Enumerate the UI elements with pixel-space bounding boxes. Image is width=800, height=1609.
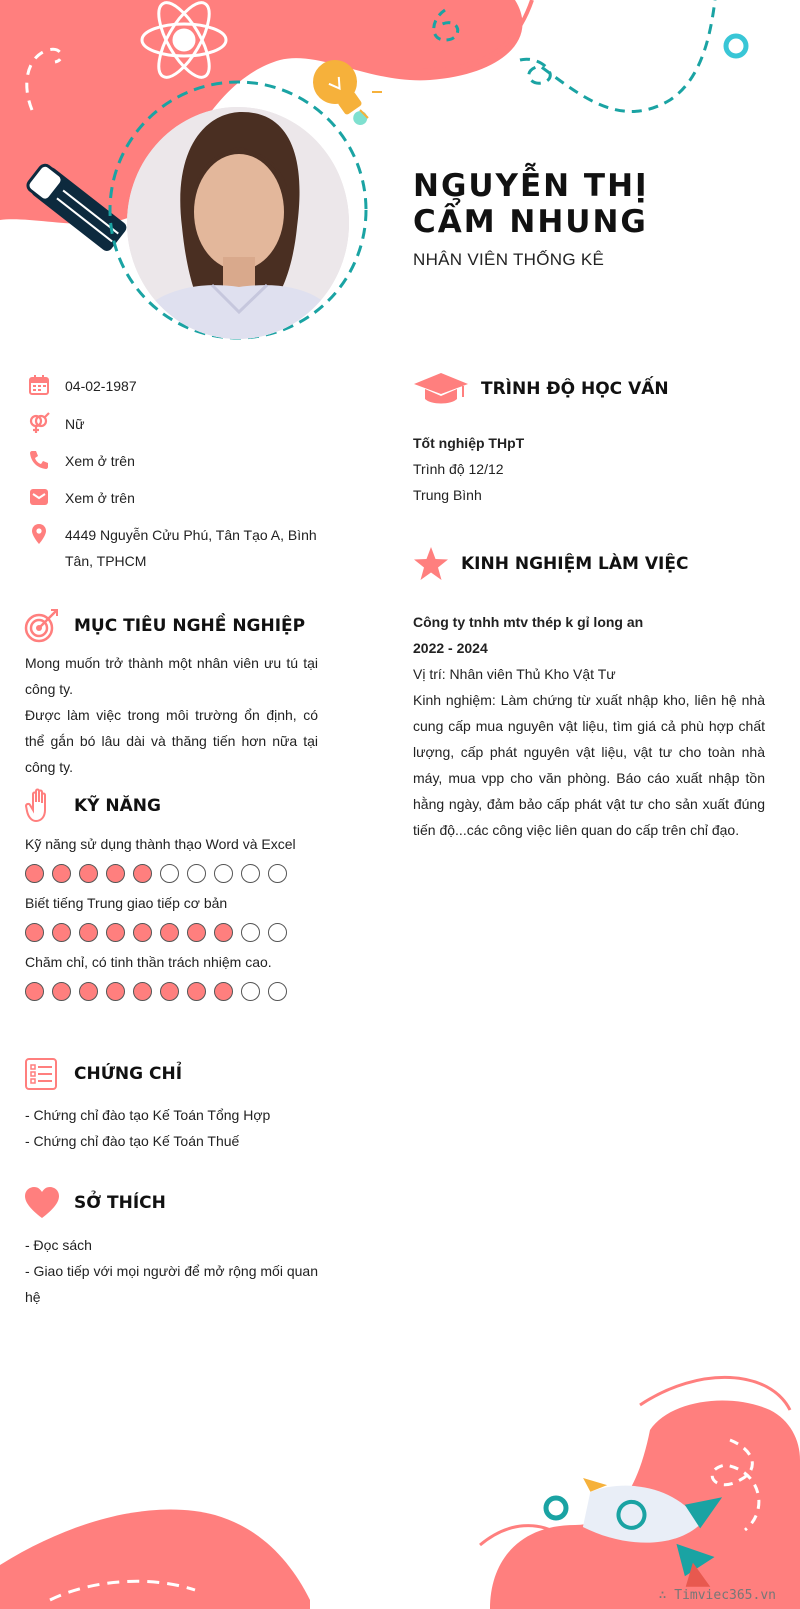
skill-dot-filled [187,982,206,1001]
phone-icon [28,449,50,471]
skill-dot-filled [133,923,152,942]
calendar-icon [28,374,50,396]
contact-phone [28,448,320,474]
experience-heading [413,546,688,582]
hobbies-title: SỞ THÍCH [74,1193,166,1213]
skills-title: KỸ NĂNG [74,796,161,816]
hobby-item: - Giao tiếp với mọi người để mở rộng mối quan hệ [25,1263,318,1305]
profile-photo [127,107,349,339]
job-title: NHÂN VIÊN THỐNG KÊ [413,250,605,269]
heart-icon [24,1186,60,1220]
skills-list [25,836,325,1001]
certificate-item: - Chứng chỉ đào tạo Kế Toán Tổng Hợp [25,1107,271,1123]
skill-name: Biết tiếng Trung giao tiếp cơ bản [25,895,228,911]
skill-dot-empty [268,982,287,1001]
skill-dot-filled [25,923,44,942]
skill-dot-empty [241,864,260,883]
skill-dot-empty [241,982,260,1001]
skill-dot-empty [268,923,287,942]
skill-dot-filled [106,923,125,942]
skills-heading [24,788,161,824]
skill-dot-empty [160,864,179,883]
email-value: Xem ở trên [65,490,135,506]
address-value: 4449 Nguyễn Cửu Phú, Tân Tạo A, Bình Tân, TPHCM [65,527,317,569]
skill-level-rating [25,982,325,1001]
hand-icon [24,788,60,824]
gender-icon [28,412,50,434]
skill-level-rating [25,864,325,883]
certificate-item: - Chứng chỉ đào tạo Kế Toán Thuế [25,1133,240,1149]
skill-dot-filled [214,982,233,1001]
graduation-cap-icon [413,372,469,406]
skill-item [25,895,325,942]
checklist-icon [24,1057,58,1091]
skill-name: Kỹ năng sử dụng thành thạo Word và Excel [25,836,296,852]
skill-dot-filled [160,923,179,942]
skill-dot-filled [52,982,71,1001]
education-school: Tốt nghiệp THpT [413,435,525,451]
skill-name: Chăm chỉ, có tinh thần trách nhiệm cao. [25,954,272,970]
skill-dot-empty [268,864,287,883]
certificates-list [25,1102,318,1154]
contact-address [28,522,320,574]
education-degree: Trình độ 12/12 [413,461,504,477]
education-heading [413,372,669,406]
experience-period: 2022 - 2024 [413,640,488,656]
skill-dot-empty [241,923,260,942]
watermark: ∴ Timviec365.vn [658,1588,776,1603]
target-icon [24,608,60,644]
gender-value: Nữ [65,416,85,432]
skill-dot-filled [106,982,125,1001]
phone-value: Xem ở trên [65,453,135,469]
experience-description: Kinh nghiệm: Làm chứng từ xuất nhập kho, liên hệ nhà cung cấp mua nguyên vật liệu, tìm giá cả phù hợp chất lượng, cấp phát nguyên vật liệu, vật tư cho toàn nhà máy, mua vpp cho văn phòng. Báo cáo xuất nhập tồn hằng ngày, đảm bảo cấp phát vật tư cho sản xuất đúng tiến độ...các công việc liên quan do cấp trên chỉ đạo. [413,692,765,838]
skill-dot-filled [25,864,44,883]
skill-dot-filled [79,923,98,942]
education-details [413,430,763,508]
experience-company: Công ty tnhh mtv thép k gỉ long an [413,614,644,630]
certificates-title: CHỨNG CHỈ [74,1064,183,1084]
skill-item [25,836,325,883]
location-pin-icon [28,523,50,545]
skill-dot-filled [160,982,179,1001]
experience-details [413,609,765,843]
contact-birthday [28,373,320,399]
skill-dot-filled [79,982,98,1001]
skill-dot-empty [214,864,233,883]
hobbies-list [25,1232,318,1310]
star-icon [413,546,449,582]
candidate-name [413,168,649,240]
contact-email [28,485,320,511]
hobby-item: - Đọc sách [25,1237,92,1253]
objective-line-2: Được làm việc trong môi trường ổn định, có thể gắn bó lâu dài và thăng tiến hơn nữa tại công ty. [25,707,318,775]
objective-line-1: Mong muốn trở thành một nhân viên ưu tú tại công ty. [25,655,318,697]
experience-title: KINH NGHIỆM LÀM VIỆC [461,554,689,574]
name-line-2: CẨM NHUNG [413,204,648,240]
name-line-1: NGUYỄN THỊ [413,168,649,204]
objective-text [25,650,318,780]
skill-dot-filled [133,982,152,1001]
skill-dot-filled [106,864,125,883]
skill-dot-empty [187,864,206,883]
certificates-heading [24,1057,182,1091]
education-title: TRÌNH ĐỘ HỌC VẤN [481,379,669,399]
skill-dot-filled [79,864,98,883]
portrait-image [127,107,349,339]
education-grade: Trung Bình [413,487,482,503]
skill-dot-filled [187,923,206,942]
skill-dot-filled [52,923,71,942]
objective-heading [24,608,305,644]
experience-position: Vị trí: Nhân viên Thủ Kho Vật Tư [413,666,616,682]
objective-title: MỤC TIÊU NGHỀ NGHIỆP [74,616,306,636]
contact-gender [28,411,320,437]
skill-dot-filled [133,864,152,883]
skill-dot-filled [214,923,233,942]
hobbies-heading [24,1186,166,1220]
skill-item [25,954,325,1001]
skill-level-rating [25,923,325,942]
skill-dot-filled [52,864,71,883]
birthday-value: 04-02-1987 [65,378,137,394]
skill-dot-filled [25,982,44,1001]
mail-icon [28,486,50,508]
